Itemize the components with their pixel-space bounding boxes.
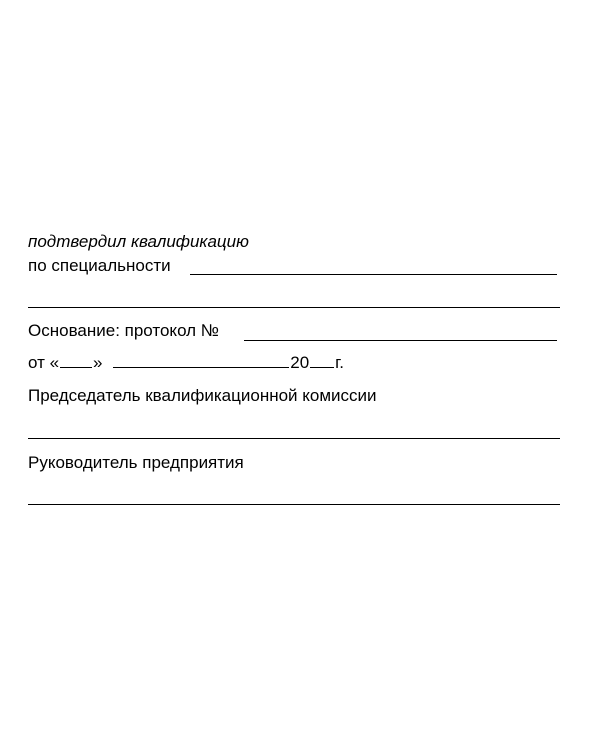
- chairman-label: Председатель квалификационной комиссии: [28, 386, 377, 405]
- head-label: Руководитель предприятия: [28, 453, 244, 472]
- qualification-confirmed-label: подтвердил квалификацию: [28, 232, 249, 251]
- basis-row: [28, 321, 560, 341]
- chairman-row: [28, 386, 560, 406]
- specialty-continuation-line[interactable]: [28, 307, 560, 308]
- date-month-field-line[interactable]: [113, 353, 289, 368]
- head-signature-line[interactable]: [28, 504, 560, 505]
- date-year-field-line[interactable]: [310, 353, 334, 368]
- head-row: [28, 453, 560, 473]
- date-day-field-line[interactable]: [60, 353, 92, 368]
- date-year-prefix: 20: [290, 353, 310, 372]
- date-row: [28, 353, 560, 373]
- specialty-field-line[interactable]: [190, 274, 557, 275]
- date-prefix: от «: [28, 353, 60, 372]
- date-year-suffix: г.: [335, 353, 345, 372]
- basis-label: Основание: протокол №: [28, 321, 220, 340]
- protocol-number-field-line[interactable]: [244, 340, 557, 341]
- date-quote-close: »: [93, 353, 103, 372]
- specialty-row: [28, 256, 560, 276]
- chairman-signature-line[interactable]: [28, 438, 560, 439]
- qualification-confirmed-text: [28, 232, 560, 252]
- specialty-label: по специальности: [28, 256, 171, 275]
